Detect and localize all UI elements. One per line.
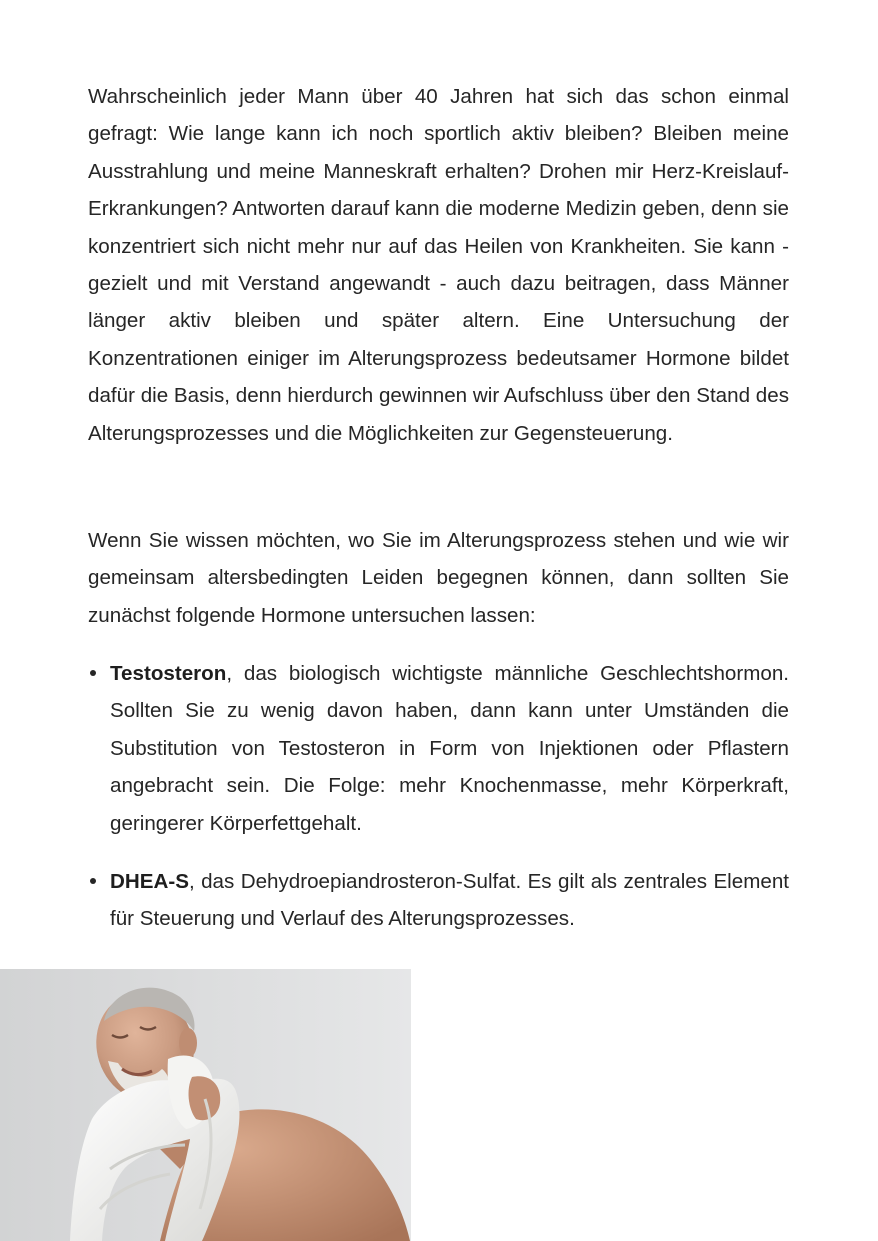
bullet-text: , das Dehydroepiandrosteron-Sulfat. Es gilt als zentrales Element für Steuerung und Verlauf des Alterungsprozesses. — [110, 870, 789, 931]
bullet-term: DHEA-S — [110, 870, 189, 893]
photo-man-with-towel — [0, 969, 411, 1241]
bullet-text: , das biologisch wichtigste männliche Geschlechtshormon. Sollten Sie zu wenig davon haben, dann kann unter Umständen die Substitution von Testosteron in Form von Injektionen oder Pflastern angebracht sein. Die Folge: mehr Knochenmasse, mehr Körperkraft, geringerer Körperfettgehalt. — [110, 662, 789, 835]
photo-illustration — [0, 969, 411, 1241]
list-item-testosterone — [88, 655, 789, 842]
hormone-intro-paragraph: Wenn Sie wissen möchten, wo Sie im Alterungsprozess stehen und wie wir gemeinsam altersbedingten Leiden begegnen können, dann sollten Sie zunächst folgende Hormone untersuchen lassen: — [88, 529, 789, 627]
list-item-dhea-s — [88, 863, 789, 938]
intro-paragraph: Wahrscheinlich jeder Mann über 40 Jahren hat sich das schon einmal gefragt: Wie lange kann ich noch sportlich aktiv bleiben? Bleiben meine Ausstrahlung und meine Manneskraft erhalten? Drohen mir Herz-Kreislauf-Erkrankungen? Antworten darauf kann die moderne Medizin geben, denn sie konzentriert sich nicht mehr nur auf das Heilen von Krankheiten. Sie kann - gezielt und mit Verstand angewandt - auch dazu beitragen, dass Männer länger aktiv bleiben und später altern. Eine Untersuchung der Konzentrationen einiger im Alterungsprozess bedeutsamer Hormone bildet dafür die Basis, denn hierdurch gewinnen wir Aufschluss über den Stand des Alterungsprozesses und die Möglichkeiten zur Gegensteuerung. — [88, 85, 789, 445]
bullet-term: Testosteron — [110, 662, 227, 685]
